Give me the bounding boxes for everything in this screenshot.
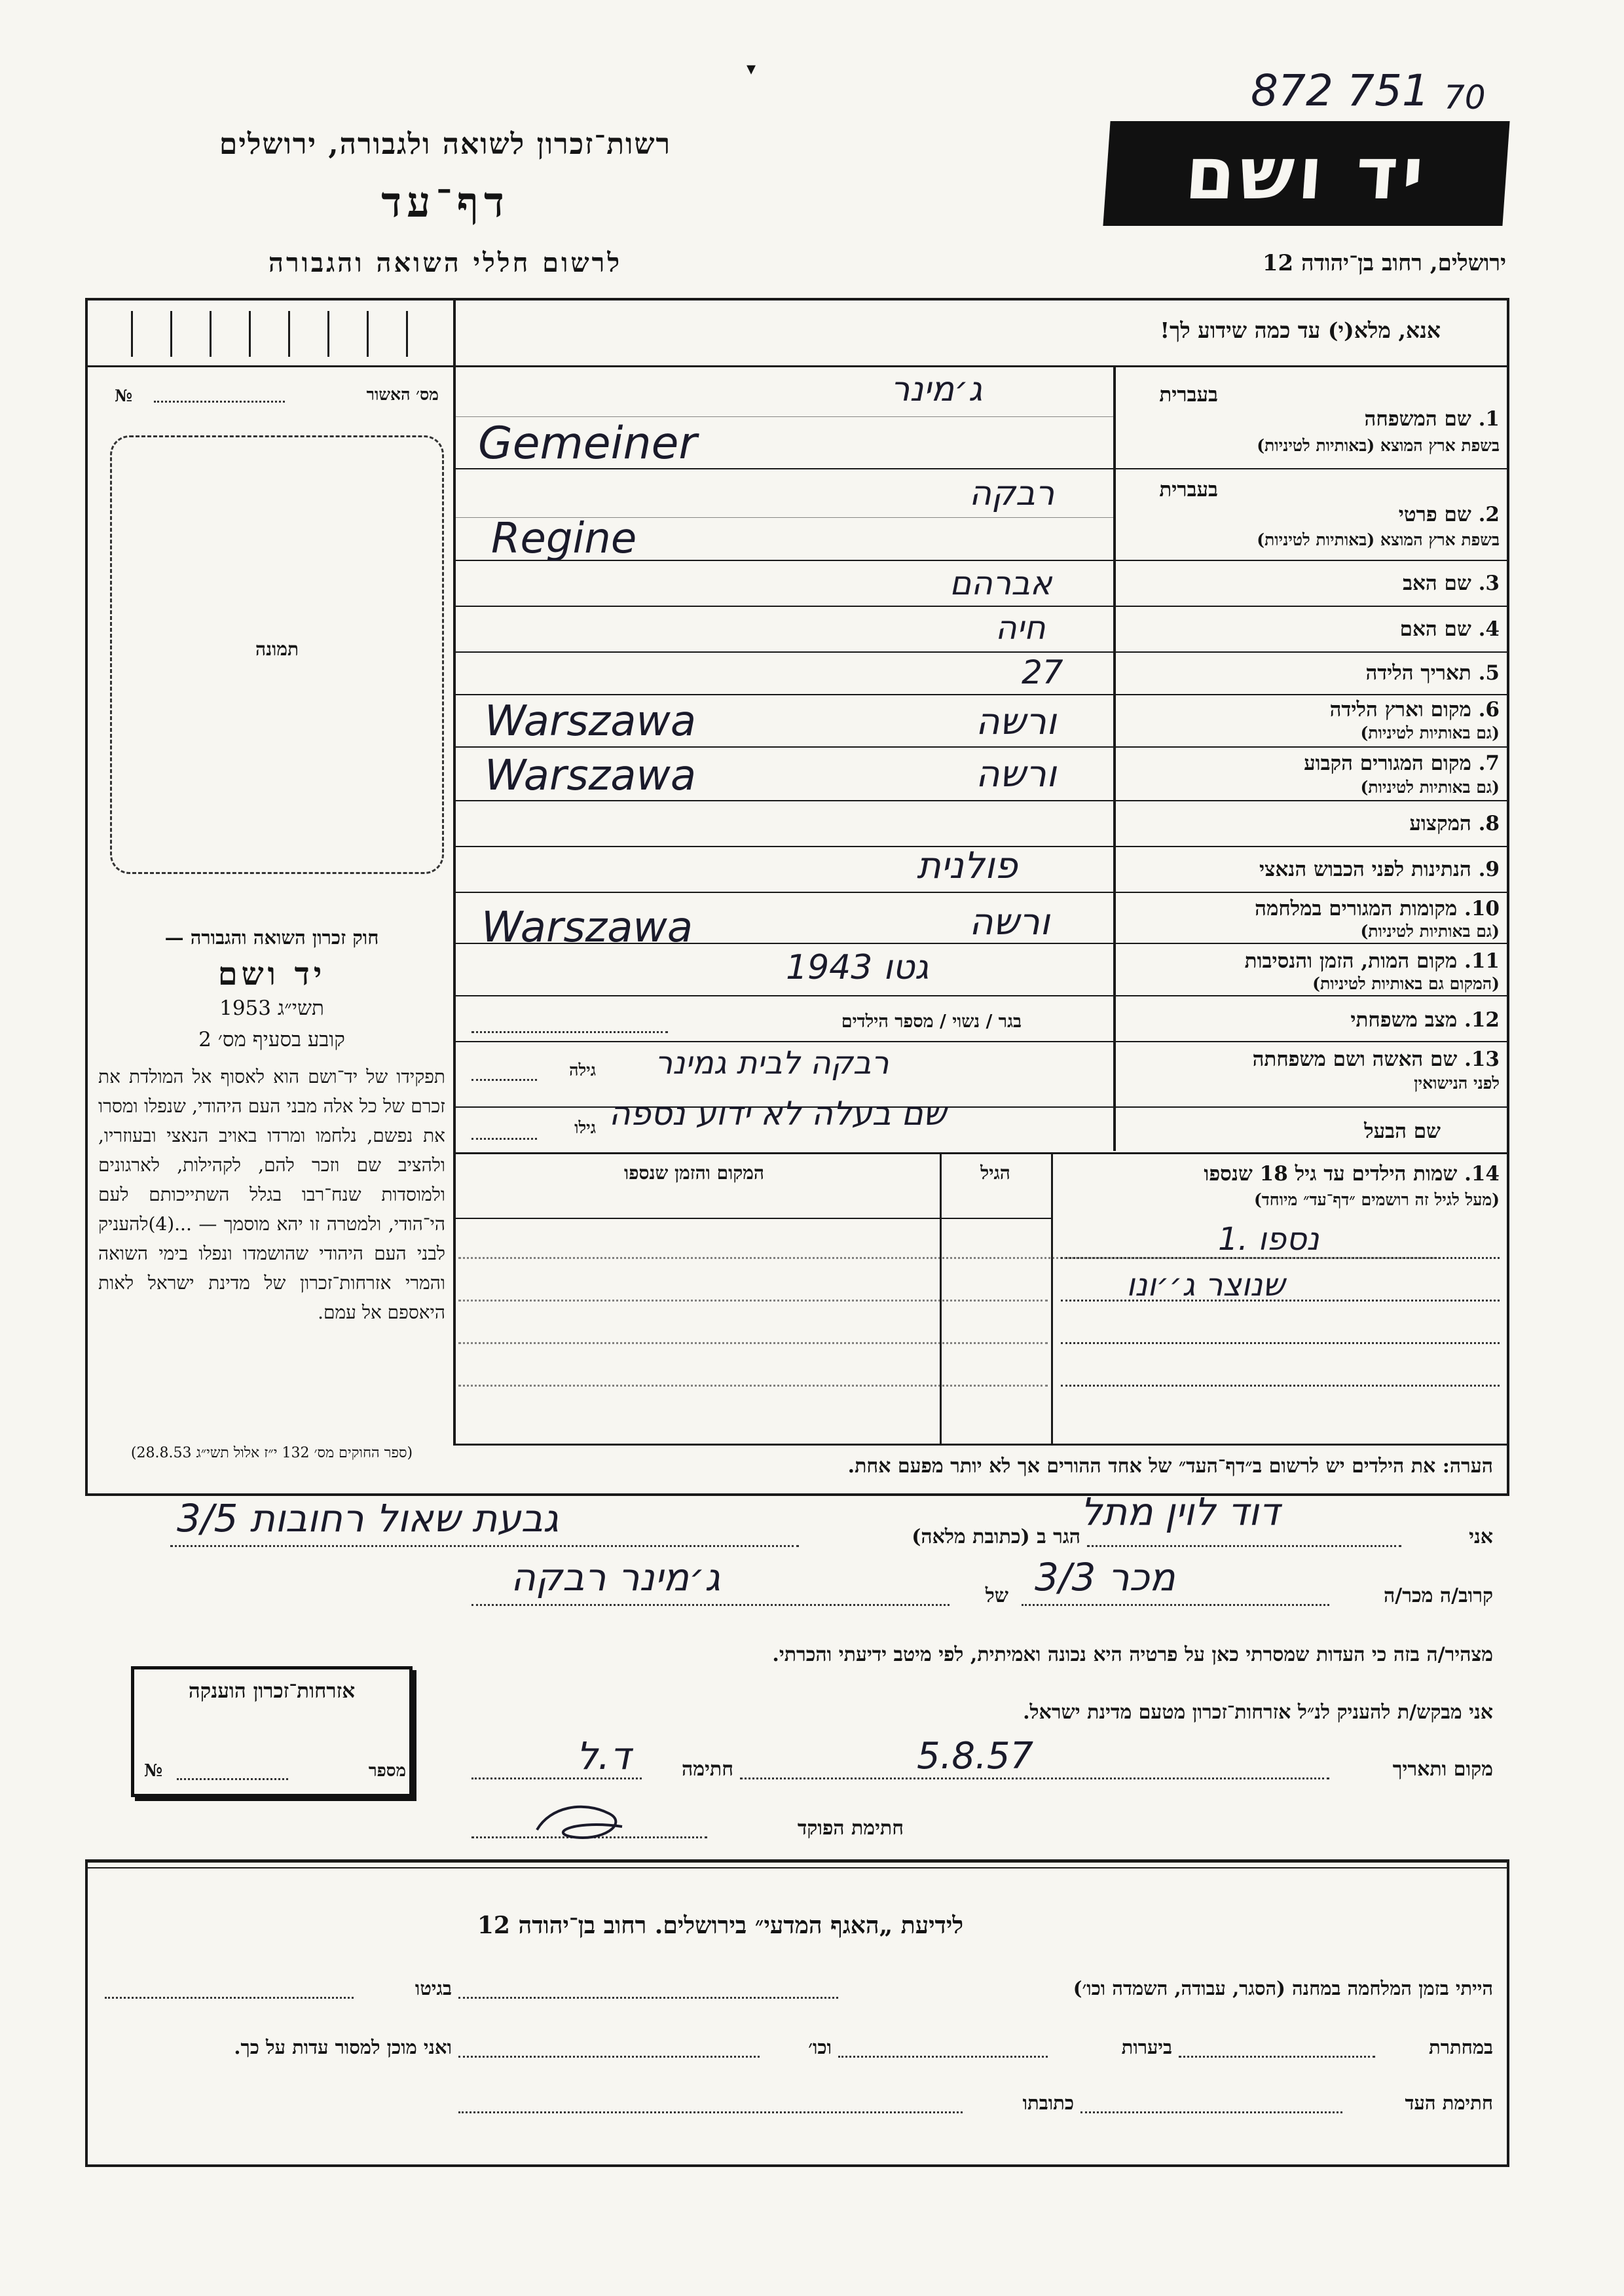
signature-value: ד.ל xyxy=(576,1734,631,1778)
citizenship-number-label: מספר xyxy=(368,1761,406,1781)
request-text: אני מבקש/ת להעניק לנ״ל אזרחות־זכרון מטעם מדינת ישראל. xyxy=(1023,1701,1493,1724)
field-10-value-he: ורשה xyxy=(969,901,1050,943)
officer-signature-mark xyxy=(524,1794,655,1846)
footer-line3-a: חתימת העד xyxy=(1405,2092,1493,2114)
yad-vashem-logo xyxy=(1103,121,1509,226)
field-13-sub: לפני הנישואין xyxy=(1414,1074,1500,1093)
children-sub: (מעל לגיל זה רושמים ״דף־עד״ מיוחד) xyxy=(1253,1190,1500,1209)
field-5-label: 5. תאריך הלידה xyxy=(1365,661,1500,685)
declaration-text: מצהיר/ה בזה כי העדות שמסרתי כאן על פרטיה היא נכונה ואמיתית, לפי מיטב ידיעתי והכרתי. xyxy=(772,1643,1493,1666)
footer-line1-a: הייתי בזמן המלחמה במחנה (הסגר, עבודה, השמדה וכו׳) xyxy=(1073,1977,1493,1999)
field-10-sub: (גם באותיות לטיניות) xyxy=(1360,922,1500,941)
tick-boxes xyxy=(105,311,445,357)
field-6-label: 6. מקום וארץ הלידה xyxy=(1329,698,1500,721)
husband-age-label: גילו xyxy=(574,1118,596,1137)
of-label: של xyxy=(985,1584,1008,1607)
children-col-place: המקום והזמן שנספו xyxy=(624,1162,764,1184)
footer-line3-b: כתובתו xyxy=(1022,2092,1074,2114)
field-2-value-latin: Regine xyxy=(491,515,637,563)
children-note: הערה: את הילדים יש לרשום ב״דף־העד״ של אחד ההורים אך לא יותר מפעם אחת. xyxy=(847,1455,1493,1478)
authority-name: רשות־זכרון לשואה ולגבורה, ירושלים xyxy=(219,128,672,161)
form-subtitle: לרשום חללי השואה והגבורה xyxy=(268,247,623,278)
field-3-value: אברהם xyxy=(950,564,1052,602)
officer-signature-label: חתימת הפוקד xyxy=(797,1817,904,1840)
instruction-text: אנא, מלא(י) עד כמה שידוע לך! xyxy=(1160,318,1441,343)
footer-line1-b: בגיטו xyxy=(415,1977,452,1999)
field-12-options: בגר / נשוי / מספר הילדים xyxy=(841,1011,1022,1032)
place-date-label: מקום ותאריך xyxy=(1392,1758,1493,1781)
place-date-value: 5.8.57 xyxy=(917,1735,1034,1777)
children-row-1: 1. נספו xyxy=(1218,1221,1320,1258)
law-name: יד ושם xyxy=(217,956,326,993)
law-year: תשי״ג 1953 xyxy=(219,996,324,1020)
field-7-value-he: ורשה xyxy=(976,753,1057,795)
archive-suffix: 70 xyxy=(1444,79,1486,117)
law-body: תפקידו של יד־ושם הוא לאסוף אל המולדת את זכרם של כל אלה מבני העם היהודי, שנפלו ומסרו את נפשם, נלחמו ומרדו באויב הנאצי ובעוזריו, ולהציב שם וזכר להם, לקהילות, לארגונים ולמוסדות שנח־רבו בגלל השתייכותם לעם הי־הודי, ולמטרה זו יהא מוסמך — ...(4)להעניק לבני העם היהודי שהושמדו ונפלו בימי השואה והמרי אזרחות־זכרון של מדינת ישראל לאות היאספם אל עמם. xyxy=(98,1066,445,1323)
field-9-value: פולנית xyxy=(917,845,1018,887)
law-heading: חוק זכרון השואה והגבורה — xyxy=(164,926,379,949)
field-6-value-he: ורשה xyxy=(976,701,1057,743)
photo-label: תמונה xyxy=(255,638,299,660)
field-2-sub: בשפת ארץ המוצא (באותיות לטיניות) xyxy=(1257,530,1500,549)
declarant-i-value: דוד לוין מתל xyxy=(1080,1489,1280,1534)
signature-label: חתימה xyxy=(682,1758,733,1781)
archive-number: 872 751 xyxy=(1251,65,1430,116)
declarant-address: גבעת שאול רחובות 3/5 xyxy=(177,1496,559,1540)
field-5-value: 27 xyxy=(1022,653,1063,691)
husband-value: שם בעלה לא ידוע נספה xyxy=(609,1095,947,1133)
field-10-label: 10. מקומות המגורים במלחמה xyxy=(1255,897,1500,920)
field-9-label: 9. הנתינות לפני הכבוש הנאצי xyxy=(1259,858,1500,881)
field-1-value-latin: Gemeiner xyxy=(478,418,697,469)
field-3-label: 3. שם האב xyxy=(1403,572,1500,595)
approval-label: מס׳ האשור xyxy=(366,385,439,404)
relation-label: קרוב/ה מכר/ה xyxy=(1384,1584,1493,1607)
law-clause: קובע בסעיף מס׳ 2 xyxy=(198,1028,345,1051)
logo-text: יד ושם xyxy=(1182,132,1431,215)
of-value: ג׳מינר רבקה xyxy=(511,1555,721,1599)
footer-line2-a: במחתרת xyxy=(1429,2036,1493,2058)
field-2-tag: בעברית xyxy=(1159,478,1218,501)
children-row-2: שנוצר ג׳׳ונו xyxy=(1126,1267,1285,1303)
address: ירושלים, רחוב בן־יהודה 12 xyxy=(1262,250,1506,276)
footer-line2-c: וכו׳ xyxy=(808,2036,832,2058)
field-13-age-label: גילה xyxy=(569,1061,596,1080)
field-2-value-he: רבקה xyxy=(969,474,1055,513)
field-6-value-latin: Warszawa xyxy=(485,697,697,746)
footer-line2-d: ואני מוכן למסור עדות על כך. xyxy=(234,2036,452,2058)
field-13-value: רבקה לבית גמינר xyxy=(655,1045,889,1082)
field-1-value-he: ג׳מינר xyxy=(891,370,983,409)
husband-label: שם הבעל xyxy=(1364,1120,1441,1143)
field-4-value: חיה xyxy=(995,609,1046,647)
footer-title: לידיעת „האגף המדעי״ בירושלים. רחוב בן־יהודה 12 xyxy=(477,1912,964,1939)
field-6-sub: (גם באותיות לטיניות) xyxy=(1360,723,1500,742)
field-7-sub: (גם באותיות לטיניות) xyxy=(1360,778,1500,797)
citizenship-title: אזרחות־זכרון הוענקה xyxy=(188,1679,356,1703)
citizenship-no: № xyxy=(144,1761,163,1781)
field-11-sub: (המקום גם באותיות לטיניות) xyxy=(1312,974,1500,993)
approval-no: № xyxy=(115,386,133,405)
law-citation: (ספר החוקים מס׳ 132 י״ז אלול תשי״ג 28.8.53) xyxy=(130,1445,413,1461)
field-11-label: 11. מקום המות, הזמן והנסיבות xyxy=(1244,949,1500,973)
field-13-label: 13. שם האשה ושם משפחתה xyxy=(1252,1048,1500,1071)
children-label: 14. שמות הילדים עד גיל 18 שנספו xyxy=(1204,1162,1500,1186)
form-title: דף־עד xyxy=(381,178,509,227)
field-2-label: 2. שם פרטי xyxy=(1398,503,1500,526)
small-mark: ▾ xyxy=(747,58,756,79)
children-col-age: הגיל xyxy=(980,1162,1010,1184)
field-1-sub: בשפת ארץ המוצא (באותיות לטיניות) xyxy=(1257,436,1500,455)
field-7-label: 7. מקום המגורים הקבוע xyxy=(1304,752,1500,775)
relation-value: מכר 3/3 xyxy=(1035,1555,1175,1599)
field-8-label: 8. המקצוע xyxy=(1409,812,1500,835)
declarant-resides-label: הגר ב (כתובת מלאה) xyxy=(912,1525,1080,1548)
field-10-value-latin: Warszawa xyxy=(481,903,693,952)
field-7-value-latin: Warszawa xyxy=(485,752,697,800)
field-1-tag: בעברית xyxy=(1159,383,1218,407)
footer-line2-b: ביערות xyxy=(1121,2036,1172,2058)
declarant-i-label: אני xyxy=(1469,1525,1493,1548)
field-4-label: 4. שם האם xyxy=(1399,617,1500,641)
field-11-value: 1943 גטו xyxy=(786,948,929,987)
field-12-label: 12. מצב משפחתי xyxy=(1350,1008,1500,1032)
field-1-label: 1. שם המשפחה xyxy=(1364,407,1500,431)
